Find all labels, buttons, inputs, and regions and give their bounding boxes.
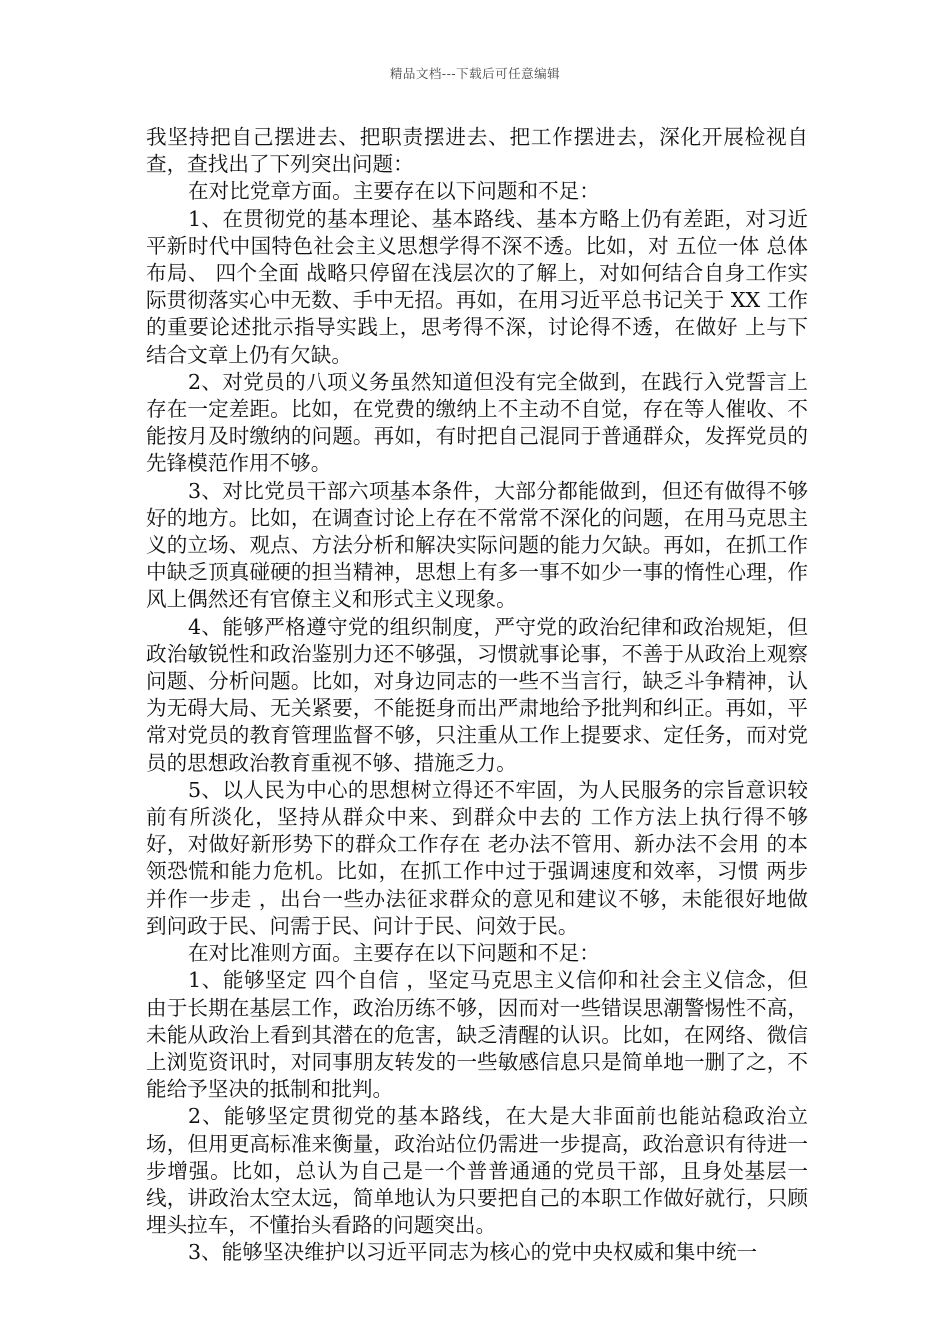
document-body [146, 124, 808, 1267]
paragraph-section-heading-guidelines: 在对比准则方面。主要存在以下问题和不足： [188, 941, 600, 966]
paragraph-item: 5、以人民为中心的思想树立得还不牢固，为人民服务的宗旨意识较前有所淡化，坚持从群众中来、到群众中去的 工作方法上执行得不够好，对做好新形势下的群众工作存在 老办法不管用、新办法不会用 的本领恐慌和能力危机。比如，在抓工作中过于强调速度和效率，习惯 两步并作一步走 ，出台一些办法征求群众的意见和建议不够，未能很好地做到问政于民、问需于民、问计于民、问效于民。 [146, 777, 808, 938]
paragraph-item: 3、对比党员干部六项基本条件，大部分都能做到，但还有做得不够好的地方。比如，在调查讨论上存在不常常不深化的问题，在用马克思主义的立场、观点、方法分析和解决实际问题的能力欠缺。再如，在抓工作中缺乏顶真碰硬的担当精神，思想上有多一事不如少一事的惰性心理，作风上偶然还有官僚主义和形式主义现象。 [146, 478, 808, 612]
paragraph-item: 1、能够坚定 四个自信 ，坚定马克思主义信仰和社会主义信念，但由于长期在基层工作，政治历练不够，因而对一些错误思潮警惕性不高，未能从政治上看到其潜在的危害，缺乏清醒的认识。比如，在网络、微信上浏览资讯时，对同事朋友转发的一些敏感信息只是简单地一删了之，不能给予坚决的抵制和批判。 [146, 968, 808, 1102]
paragraph-item: 1、在贯彻党的基本理论、基本路线、基本方略上仍有差距，对习近平新时代中国特色社会主义思想学得不深不透。比如，对 五位一体 总体布局、 四个全面 战略只停留在浅层次的了解上，对如何结合自身工作实际贯彻落实心中无数、手中无招。再如，在用习近平总书记关于 XX 工作的重要论述批示指导实践上，思考得不深，讨论得不透，在做好 上与下 结合文章上仍有欠缺。 [146, 206, 808, 367]
page-header: 精品文档---下载后可任意编辑 [389, 66, 561, 81]
paragraph-section-heading-party-constitution: 在对比党章方面。主要存在以下问题和不足： [188, 179, 600, 204]
paragraph-item: 2、能够坚定贯彻党的基本路线，在大是大非面前也能站稳政治立场，但用更高标准来衡量，政治站位仍需进一步提高，政治意识有待进一步增强。比如，总认为自己是一个普普通通的党员干部，且身处基层一线，讲政治太空太远，简单地认为只要把自己的本职工作做好就行，只顾埋头拉车，不懂抬头看路的问题突出。 [146, 1104, 808, 1238]
paragraph-item: 3、能够坚决维护以习近平同志为核心的党中央权威和集中统一 [188, 1240, 758, 1265]
paragraph-intro: 我坚持把自己摆进去、把职责摆进去、把工作摆进去，深化开展检视自查，查找出了下列突出问题： [146, 125, 808, 177]
paragraph-item: 2、对党员的八项义务虽然知道但没有完全做到，在践行入党誓言上存在一定差距。比如，在党费的缴纳上不主动不自觉，存在等人催收、不能按月及时缴纳的问题。再如，有时把自己混同于普通群众，发挥党员的先锋模范作用不够。 [146, 369, 808, 476]
paragraph-item: 4、能够严格遵守党的组织制度，严守党的政治纪律和政治规矩，但政治敏锐性和政治鉴别力还不够强，习惯就事论事，不善于从政治上观察问题、分析问题。比如，对身边同志的一些不当言行，缺乏斗争精神，认为无碍大局、无关紧要，不能挺身而出严肃地给予批判和纠正。再如，平常对党员的教育管理监督不够，只注重从工作上提要求、定任务，而对党员的思想政治教育重视不够、措施乏力。 [146, 614, 808, 775]
